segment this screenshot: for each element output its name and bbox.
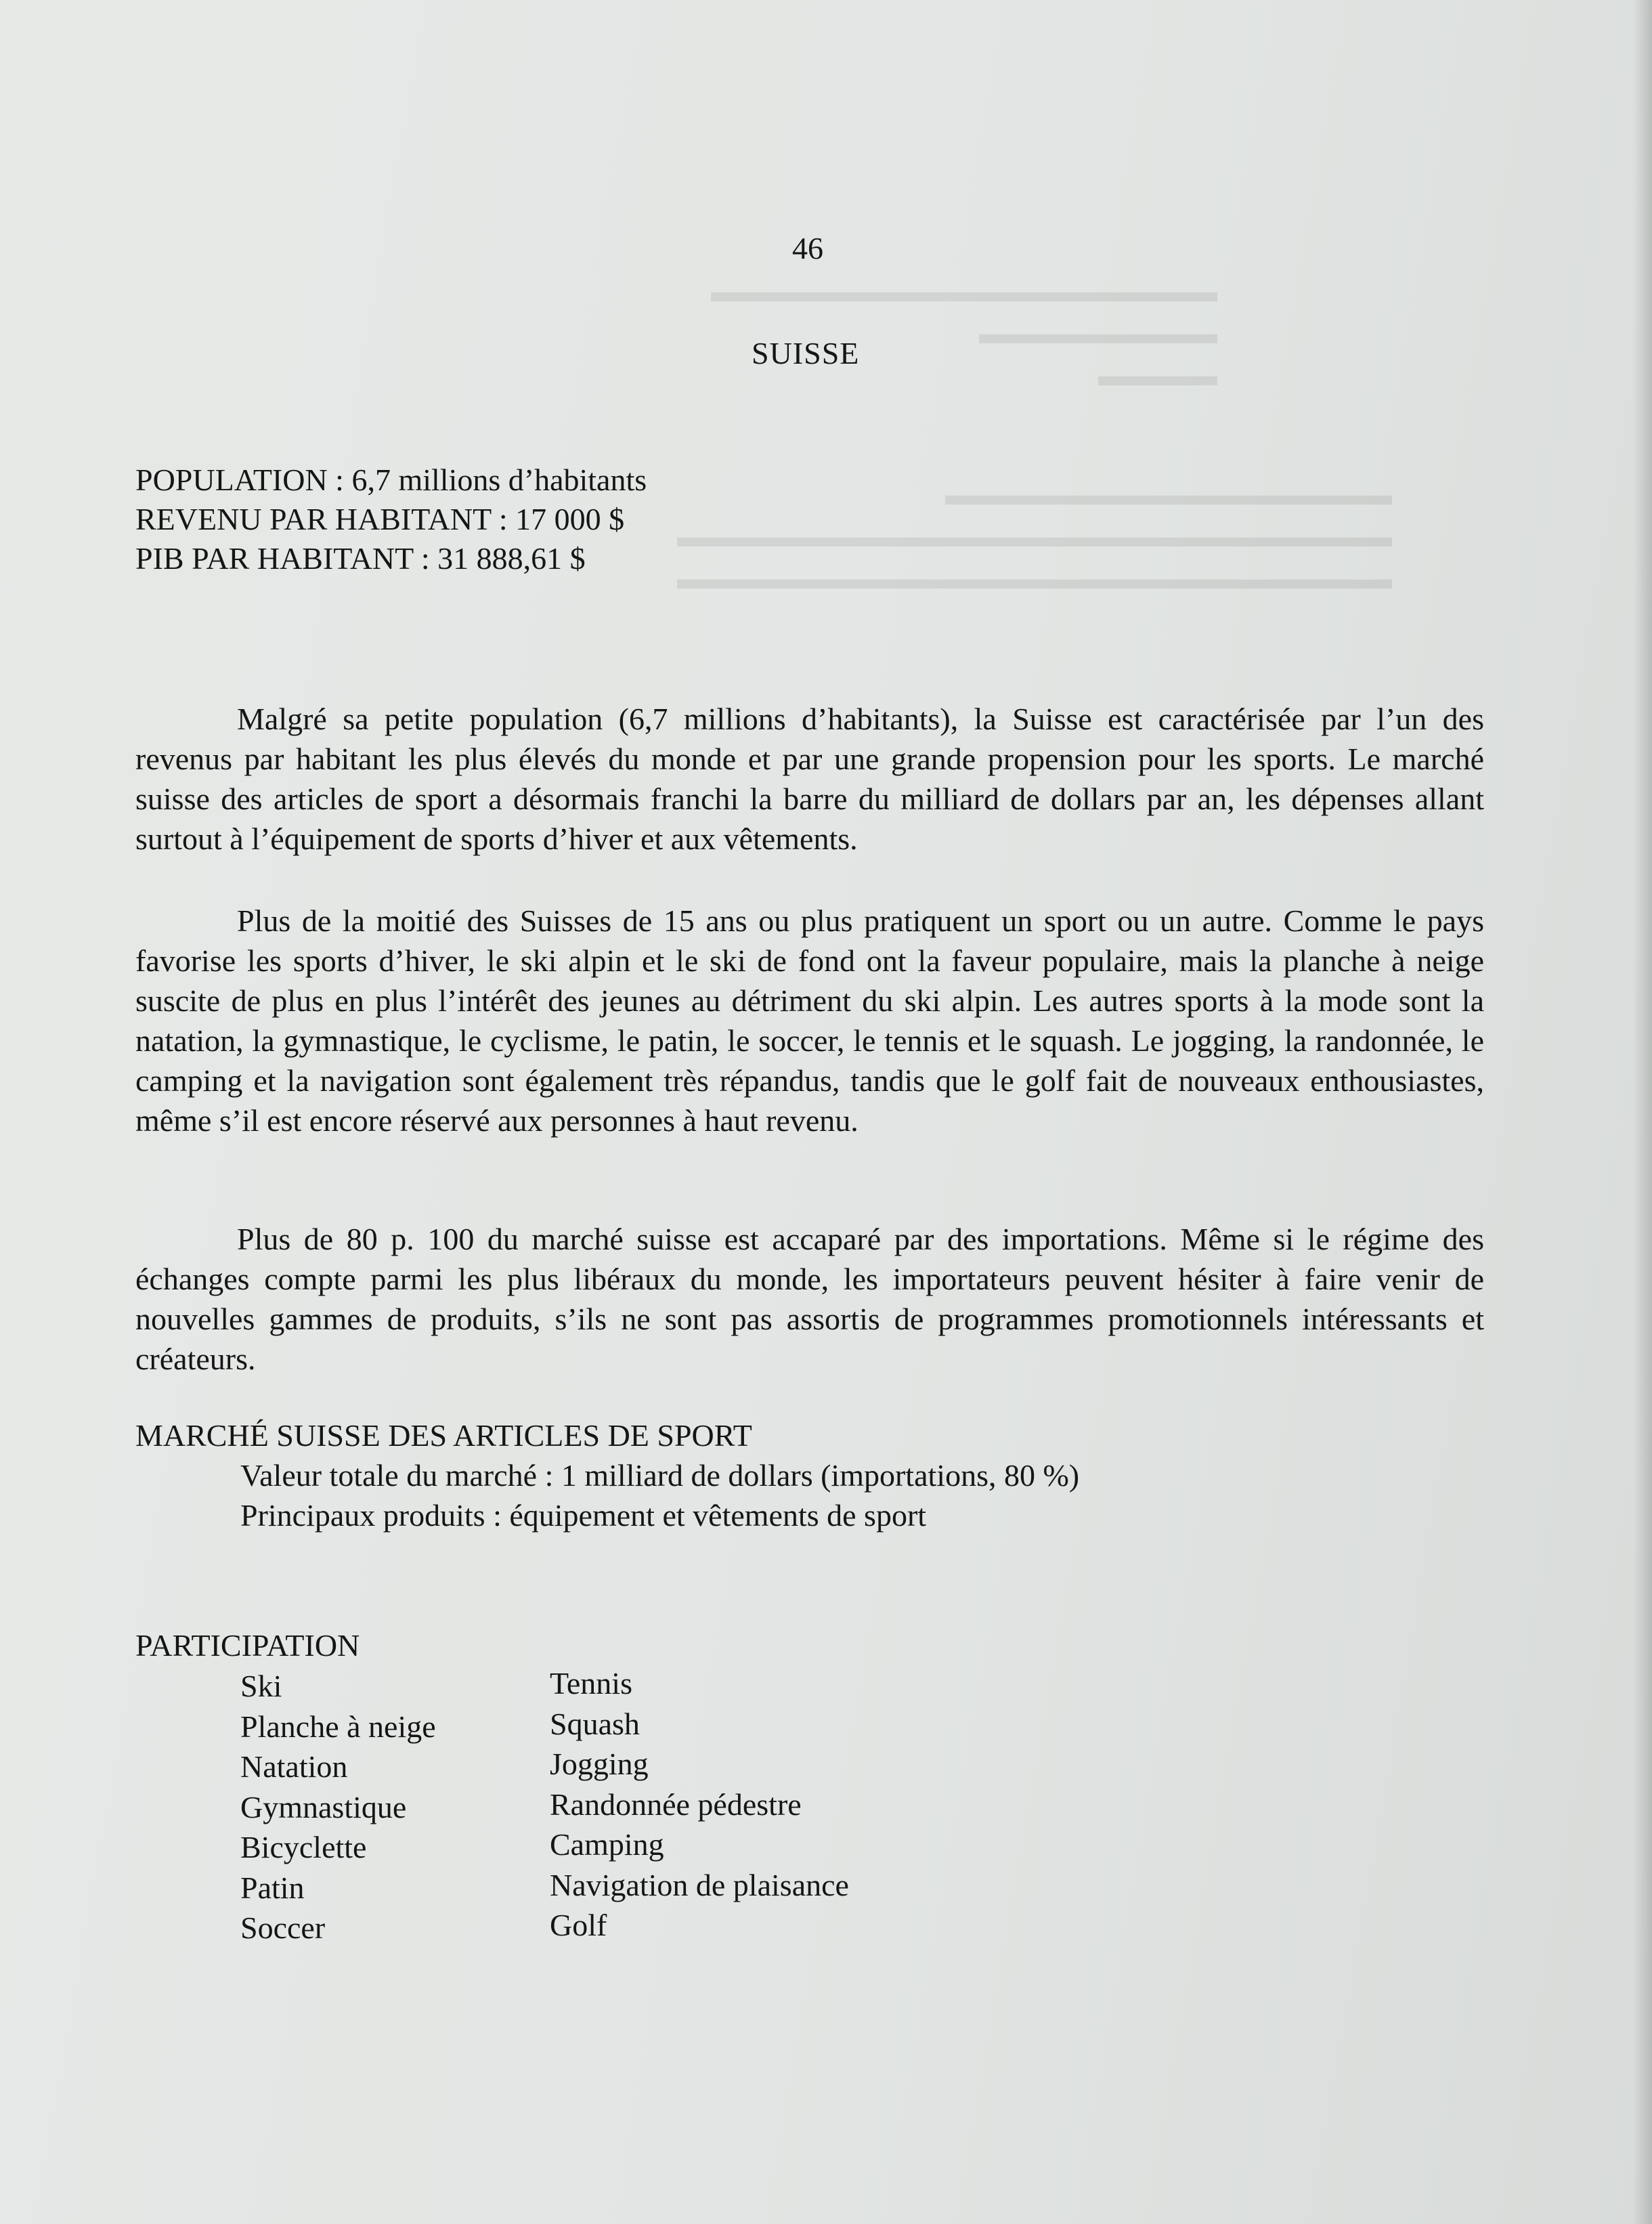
market-total-value: Valeur totale du marché : 1 milliard de dollars (importations, 80 %) bbox=[240, 1458, 1080, 1493]
sport-item: Patin bbox=[240, 1870, 305, 1905]
sport-item: Squash bbox=[550, 1706, 640, 1741]
sport-item: Jogging bbox=[550, 1747, 649, 1781]
sport-item: Camping bbox=[550, 1827, 664, 1862]
sport-item: Natation bbox=[240, 1749, 348, 1784]
sport-item: Soccer bbox=[240, 1910, 326, 1945]
paragraph-2-text: Plus de la moitié des Suisses de 15 ans ou plus pratiquent un sport ou un autre. Comme le pays favorise les sports d’hiver, le ski alpin et le ski de fond ont la faveur populaire, mais la planche à neige suscite de plus en plus l’intérêt des jeunes au détriment du ski alpin. Les autres sports à la mode sont la natation, la gymnastique, le cyclisme, le patin, le soccer, le tennis et le squash. Le jogging, la randonnée, le camping et la navigation sont également très répandus, tandis que le golf fait de nouveaux enthousiastes, même s’il est encore réservé aux personnes à haut revenu. bbox=[135, 903, 1484, 1138]
stat-population: POPULATION : 6,7 millions d’habitants bbox=[135, 463, 647, 497]
page-title: SUISSE bbox=[752, 336, 860, 370]
sport-item: Golf bbox=[550, 1908, 607, 1942]
paragraph-3-text: Plus de 80 p. 100 du marché suisse est accaparé par des importations. Même si le régime des échanges compte parmi les plus libéraux du monde, les importateurs peuvent hésiter à faire venir de nouvelles gammes de produits, s’ils ne sont pas assortis de programmes promotionnels intéressants et créateurs. bbox=[135, 1222, 1484, 1376]
sport-item: Planche à neige bbox=[240, 1709, 436, 1744]
country-stats bbox=[135, 461, 647, 578]
sport-item: Tennis bbox=[550, 1666, 632, 1701]
paragraph-1-text: Malgré sa petite population (6,7 millions d’habitants), la Suisse est caractérisée par l’un des revenus par habitant les plus élevés du monde et par une grande propension pour les sports. Le marché suisse des articles de sport a désormais franchi la barre du milliard de dollars par an, les dépenses allant surtout à l’équipement de sports d’hiver et aux vêtements. bbox=[135, 702, 1484, 856]
sport-item: Bicyclette bbox=[240, 1830, 367, 1864]
participation-column-2 bbox=[550, 1663, 849, 1946]
stat-gdp: PIB PAR HABITANT : 31 888,61 $ bbox=[135, 541, 586, 576]
page-number: 46 bbox=[792, 231, 823, 265]
sport-item: Navigation de plaisance bbox=[550, 1867, 849, 1902]
bleed-through-texture: ▬▬▬▬▬▬▬▬▬▬▬▬▬▬▬ ▬▬▬▬▬▬▬▬▬▬▬▬▬▬▬▬▬▬▬▬▬▬▬▬ ▬▬▬▬▬▬▬▬▬▬▬▬▬▬▬▬▬▬▬▬▬▬▬▬ bbox=[677, 478, 1392, 595]
page-edge-shadow bbox=[1633, 0, 1652, 2224]
market-heading: MARCHÉ SUISSE DES ARTICLES DE SPORT bbox=[135, 1418, 752, 1453]
bleed-through-texture: ▬▬▬▬▬▬▬▬▬▬▬▬▬▬▬▬▬ ▬▬▬▬▬▬▬▬ ▬▬▬▬ bbox=[711, 275, 1217, 392]
sport-item: Ski bbox=[240, 1669, 282, 1703]
stat-income: REVENU PAR HABITANT : 17 000 $ bbox=[135, 502, 625, 536]
participation-heading: PARTICIPATION bbox=[135, 1628, 360, 1663]
paragraph-2 bbox=[135, 901, 1484, 1140]
paragraph-1 bbox=[135, 699, 1484, 859]
sport-item: Randonnée pédestre bbox=[550, 1787, 802, 1822]
participation-column-1 bbox=[240, 1666, 436, 1948]
market-section bbox=[135, 1415, 1079, 1535]
market-main-products: Principaux produits : équipement et vêtements de sport bbox=[240, 1498, 927, 1533]
sport-item: Gymnastique bbox=[240, 1789, 407, 1824]
paragraph-3 bbox=[135, 1219, 1484, 1379]
